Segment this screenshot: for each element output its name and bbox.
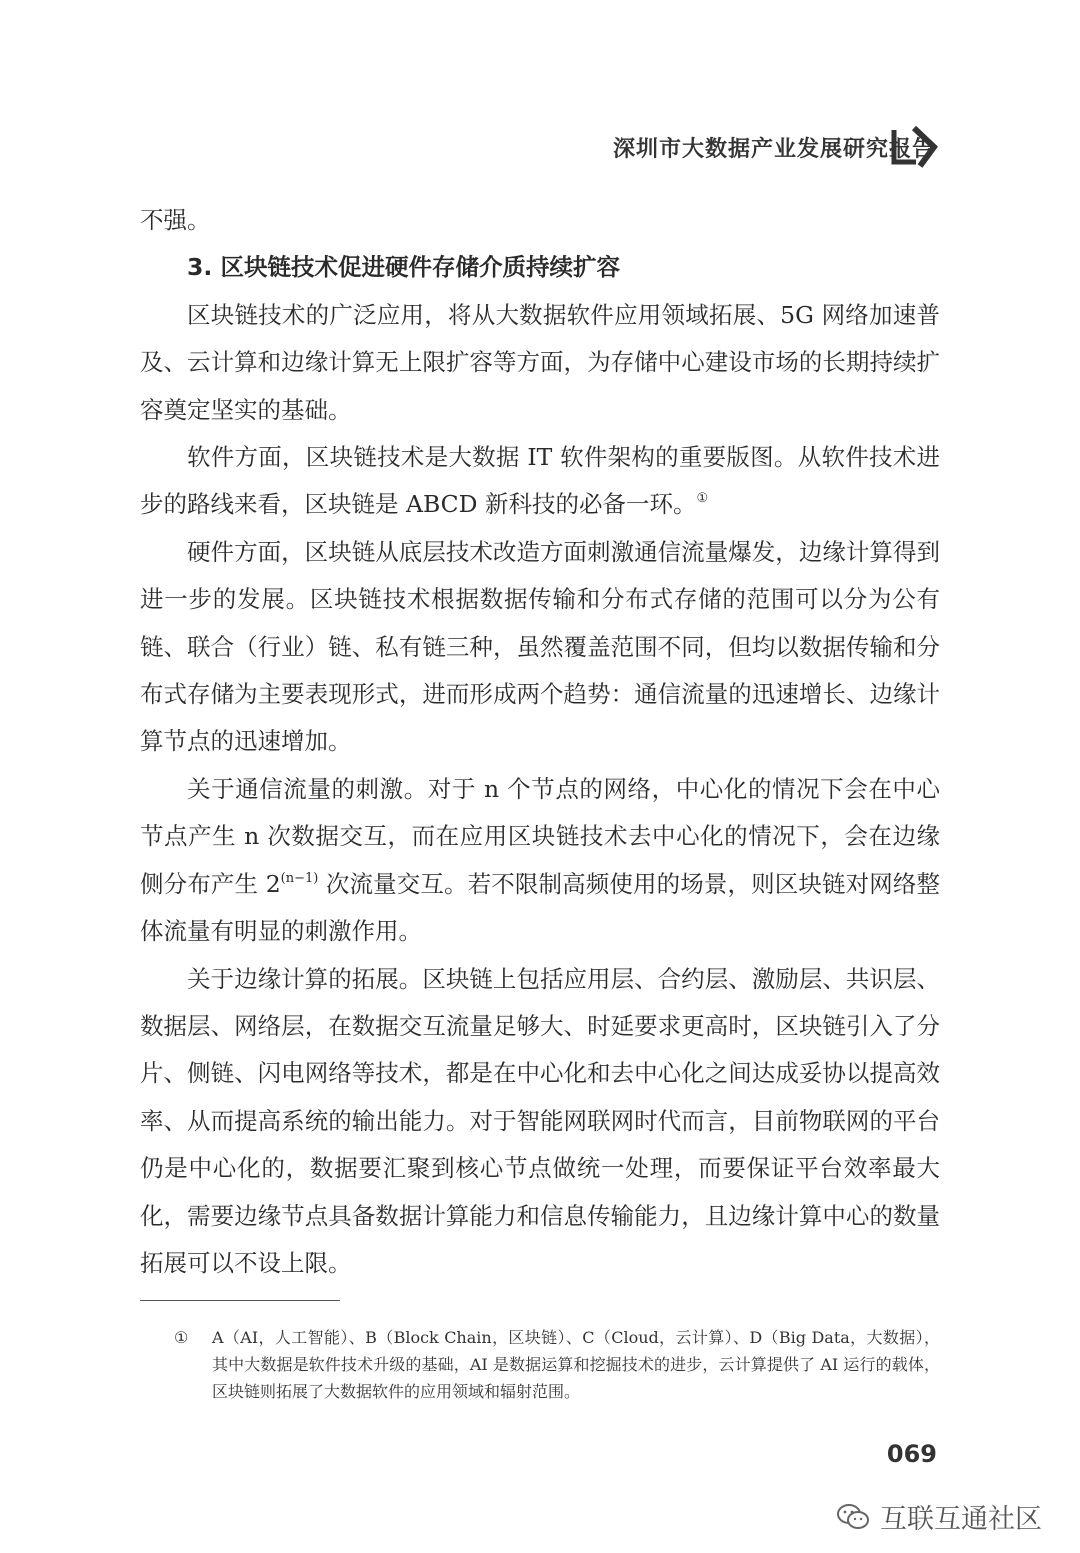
paragraph-blockchain-intro: 区块链技术的广泛应用，将从大数据软件应用领域拓展、5G 网络加速普及、云计算和边缘计算无上限扩容等方面，为存储中心建设市场的长期持续扩容奠定坚实的基础。 <box>140 300 940 424</box>
paragraph-traffic-text-a: 关于通信流量的刺激。对于 n 个节点的网络，中心化的情况下会在中心节点产生 n 次数据交互，而在应用区块链技术去中心化的情况下，会在边缘侧分布产生 2 <box>140 774 940 898</box>
wechat-icon <box>836 1502 870 1532</box>
footnote <box>174 1324 940 1405</box>
section-heading: 3. 区块链技术促进硬件存储介质持续扩容 <box>187 253 620 282</box>
watermark-text: 互联互通社区 <box>880 1504 1042 1535</box>
page-number: 069 <box>886 1440 937 1468</box>
paragraph-software <box>140 434 940 529</box>
footnote-reference[interactable]: ① <box>696 491 709 507</box>
body-text <box>140 197 940 1287</box>
paragraph-traffic-text-b: 次流量交互。若不限制高频使用的场景，则区块链对网络整体流量有明显的刺激作用。 <box>140 869 940 946</box>
exponent: (n−1) <box>280 870 319 886</box>
paragraph-edge-computing: 关于边缘计算的拓展。区块链上包括应用层、合约层、激励层、共识层、数据层、网络层，在数据交互流量足够大、时延要求更高时，区块链引入了分片、侧链、闪电网络等技术，都是在中心化和去中心化之间达成妥协以提高效率、从而提高系统的输出能力。对于智能网联网时代而言，目前物联网的平台仍是中心化的，数据要汇聚到核心节点做统一处理，而要保证平台效率最大化，需要边缘节点具备数据计算能力和信息传输能力，且边缘计算中心的数量拓展可以不设上限。 <box>140 964 940 1277</box>
paragraph-continuation: 不强。 <box>140 206 211 234</box>
running-head: 深圳市大数据产业发展研究报告 <box>612 137 935 162</box>
paragraph-traffic <box>140 766 940 956</box>
footnote-text: A（AI，人工智能）、B（Block Chain，区块链）、C（Cloud，云计算）、D（Big Data，大数据），其中大数据是软件技术升级的基础，AI 是数据运算和挖掘技术的进步，云计算提供了 AI 运行的载体，区块链则拓展了大数据软件的应用领域和辐射范围。 <box>212 1328 940 1401</box>
paragraph-hardware: 硬件方面，区块链从底层技术改造方面刺激通信流量爆发，边缘计算得到进一步的发展。区块链技术根据数据传输和分布式存储的范围可以分为公有链、联合（行业）链、私有链三种，虽然覆盖范围不同，但均以数据传输和分布式存储为主要表现形式，进而形成两个趋势：通信流量的迅速增长、边缘计算节点的迅速增加。 <box>140 537 940 756</box>
paragraph-software-text: 软件方面，区块链技术是大数据 IT 软件架构的重要版图。从软件技术进步的路线来看，区块链是 ABCD 新科技的必备一环。 <box>140 443 940 519</box>
footnote-divider <box>140 1300 340 1301</box>
watermark <box>836 1497 1042 1536</box>
footnote-mark: ① <box>174 1328 189 1347</box>
chapter-mark-icon <box>890 122 940 172</box>
